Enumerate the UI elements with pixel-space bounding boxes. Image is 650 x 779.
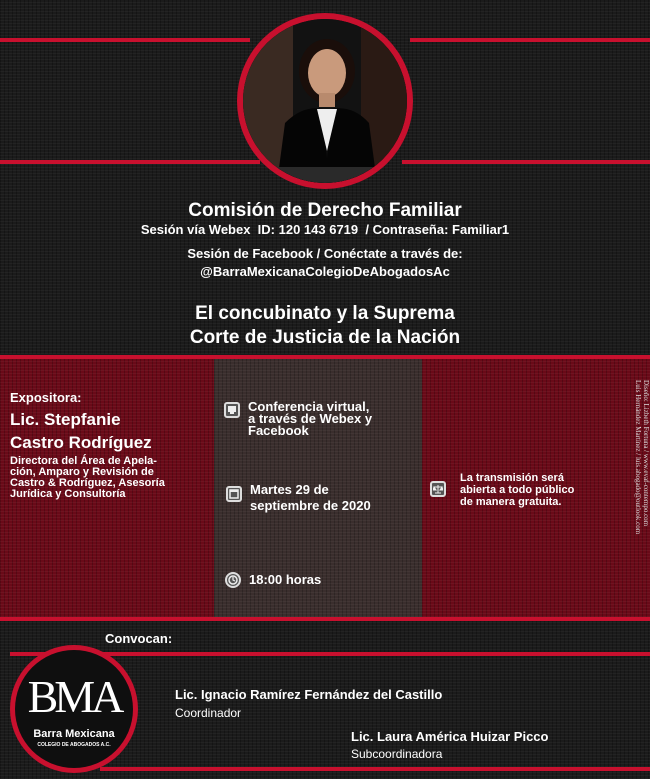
scales-icon: [430, 481, 446, 497]
notice-line: de manera gratuita.: [460, 496, 562, 508]
speaker-role-line: Directora del Área de Apela-: [10, 455, 157, 467]
speaker-name-line1: Lic. Stepfanie: [10, 410, 121, 429]
speaker-role-line: ción, Amparo y Revisión de: [10, 466, 154, 478]
top-line-right: [410, 38, 650, 42]
clock-icon: [225, 572, 241, 588]
time-info: 18:00 horas: [249, 572, 322, 587]
design-credit: [634, 380, 650, 610]
coordinator-name: Lic. Ignacio Ramírez Fernández del Castillo: [175, 687, 443, 702]
subcoordinator-name: Lic. Laura América Huizar Picco: [351, 729, 549, 744]
speaker-role-line: Jurídica y Consultoría: [10, 488, 126, 500]
bma-logo: [10, 645, 138, 773]
topic-title-line1: El concubinato y la Suprema: [195, 303, 455, 324]
speaker-name-line2: Castro Rodríguez: [10, 433, 152, 452]
speaker-role-line: Castro & Rodríguez, Asesoría: [10, 477, 165, 489]
credit-line: Luis Hernández Martínez / luis.abogado@outlook.com: [634, 380, 642, 535]
commission-title: Comisión de Derecho Familiar: [188, 200, 462, 221]
top-line-left: [0, 38, 250, 42]
convocan-label: Convocan:: [105, 631, 173, 646]
logo-monogram: BMA: [27, 671, 121, 722]
date-info: [250, 482, 371, 514]
mid-line-left: [0, 160, 260, 164]
speaker-label: Expositora:: [10, 390, 82, 405]
facebook-info: Sesión de Facebook / Conéctate a través de:: [187, 246, 463, 261]
notice-line: La transmisión será: [460, 472, 564, 484]
notice-text: [460, 472, 574, 508]
mid-line-right: [402, 160, 650, 164]
subcoordinator-role: Subcoordinadora: [351, 747, 443, 761]
date-line: Martes 29 de: [250, 482, 329, 497]
speaker-photo: [237, 13, 413, 189]
webex-info: Sesión vía Webex ID: 120 143 6719 / Contraseña: Familiar1: [140, 222, 510, 237]
notice-line: abierta a todo público: [460, 484, 575, 496]
conference-info: [248, 401, 372, 437]
conference-line: Facebook: [248, 423, 309, 438]
topic-title-line2: Corte de Justicia de la Nación: [189, 327, 461, 348]
logo-subtitle: COLEGIO DE ABOGADOS A.C.: [37, 742, 111, 748]
computer-icon: [224, 402, 240, 418]
conference-line: Conferencia virtual,: [248, 399, 370, 414]
logo-name: Barra Mexicana: [33, 728, 115, 740]
coordinator-role: Coordinador: [175, 706, 242, 720]
date-line: septiembre de 2020: [250, 498, 371, 513]
credit-line: Diseño: Lizbeth Fortuna / www.evaf-contempo.com: [642, 380, 650, 527]
speaker-role: [10, 456, 165, 500]
footer-line-bottom: [100, 767, 650, 771]
facebook-handle: @BarraMexicanaColegioDeAbogadosAc: [200, 264, 450, 279]
conference-line: a través de Webex y: [248, 411, 373, 426]
calendar-icon: [226, 486, 242, 502]
